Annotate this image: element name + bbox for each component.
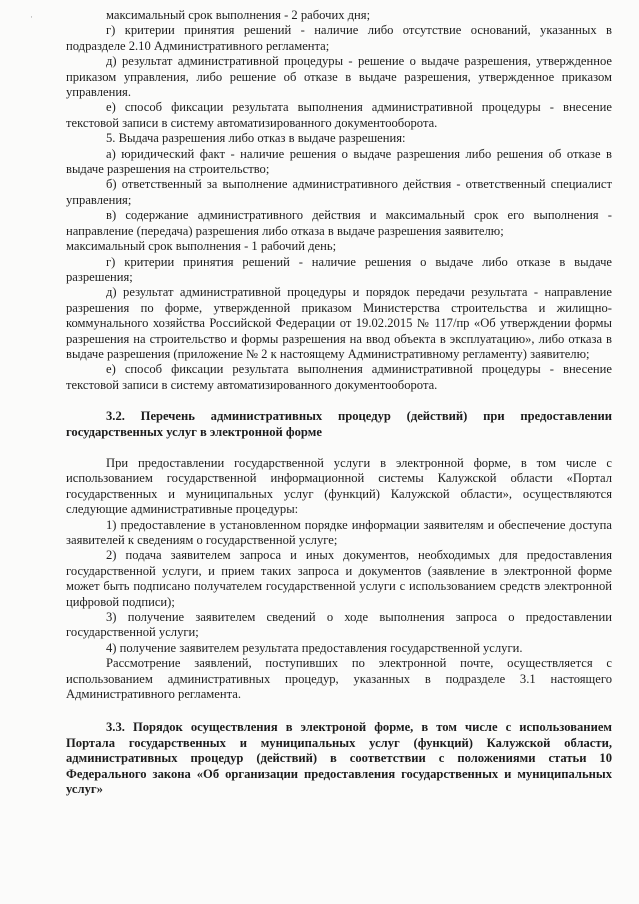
section-heading: 3.3. Порядок осуществления в электроной форме, в том числе с использованием Портала государственных и муниципальных услуг (функций) Калужской области, административных процедур (действий) в соответствии с положениями статьи 10 Федерального закона «Об организации предоставления государственных и муниципальных услуг» (66, 720, 612, 797)
paragraph: б) ответственный за выполнение административного действия - ответственный специалист управления; (66, 177, 612, 207)
paragraph: 3) получение заявителем сведений о ходе выполнения запроса о предоставлении государственной услуги; (66, 610, 612, 640)
spacer (66, 702, 612, 720)
paragraph: е) способ фиксации результата выполнения административной процедуры - внесение текстовой записи в систему автоматизированного документооборота. (66, 100, 612, 130)
paragraph: 4) получение заявителем результата предоставления государственной услуги. (106, 640, 523, 655)
paragraph: максимальный срок выполнения - 2 рабочих дня; (106, 8, 371, 22)
spacer (66, 393, 612, 409)
paragraph: а) юридический факт - наличие решения о выдаче разрешения либо решения об отказе в выдаче разрешения на строительство; (66, 146, 612, 177)
scan-mark: · (30, 12, 33, 22)
paragraph: г) критерии принятия решений - наличие решения о выдаче либо отказе в выдаче разрешения; (66, 254, 612, 284)
paragraph: Рассмотрение заявлений, поступивших по электронной почте, осуществляется с использованием административных процедур, указанных в подразделе 3.1 настоящего Административного регламента. (66, 656, 612, 702)
document-body (66, 8, 612, 798)
paragraph: 5. Выдача разрешения либо отказ в выдаче разрешения: (106, 131, 406, 146)
paragraph: г) критерии принятия решений - наличие либо отсутствие оснований, указанных в подразделе 2.10 Административного регламента; (66, 23, 612, 53)
section-heading: 3.2. Перечень административных процедур (действий) при предоставлении государственных услуг в электронной форме (66, 409, 612, 439)
paragraph: 2) подача заявителем запроса и иных документов, необходимых для предоставления государственной услуги, и прием таких запроса и документов (заявление в электронной форме может быть подписано получателем государственной услуги с использованием средств электронной цифровой подписи); (66, 548, 612, 609)
paragraph: д) результат административной процедуры - решение о выдаче разрешения, утвержденное приказом управления, либо решение об отказе в выдаче разрешения, утвержденное приказом управления. (66, 54, 612, 100)
paragraph: е) способ фиксации результата выполнения административной процедуры - внесение текстовой записи в систему автоматизированного документооборота. (66, 362, 612, 392)
paragraph: в) содержание административного действия и максимальный срок его выполнения - направление (передача) разрешения либо отказа в выдаче разрешения заявителю; (66, 208, 612, 238)
paragraph: максимальный срок выполнения - 1 рабочий день; (66, 239, 337, 254)
paragraph: д) результат административной процедуры и порядок передачи результата - направление разрешения по форме, утвержденной приказом Министерства строительства и жилищно-коммунального хозяйства Российской Федерации от 19.02.2015 № 117/пр «Об утверждении формы разрешения на строительство и формы разрешения на ввод объекта в эксплуатацию», либо отказа в выдаче разрешения (приложение № 2 к настоящему Административному регламенту) заявителю; (66, 285, 612, 361)
paragraph: При предоставлении государственной услуги в электронной форме, в том числе с использованием государственной информационной системы Калужской области «Портал государственных и муниципальных услуг (функций) Калужской области», осуществляются следующие административные процедуры: (66, 455, 612, 517)
spacer (66, 440, 612, 456)
paragraph: 1) предоставление в установленном порядке информации заявителям и обеспечение доступа заявителей к сведениям о государственной услуге; (66, 517, 612, 547)
